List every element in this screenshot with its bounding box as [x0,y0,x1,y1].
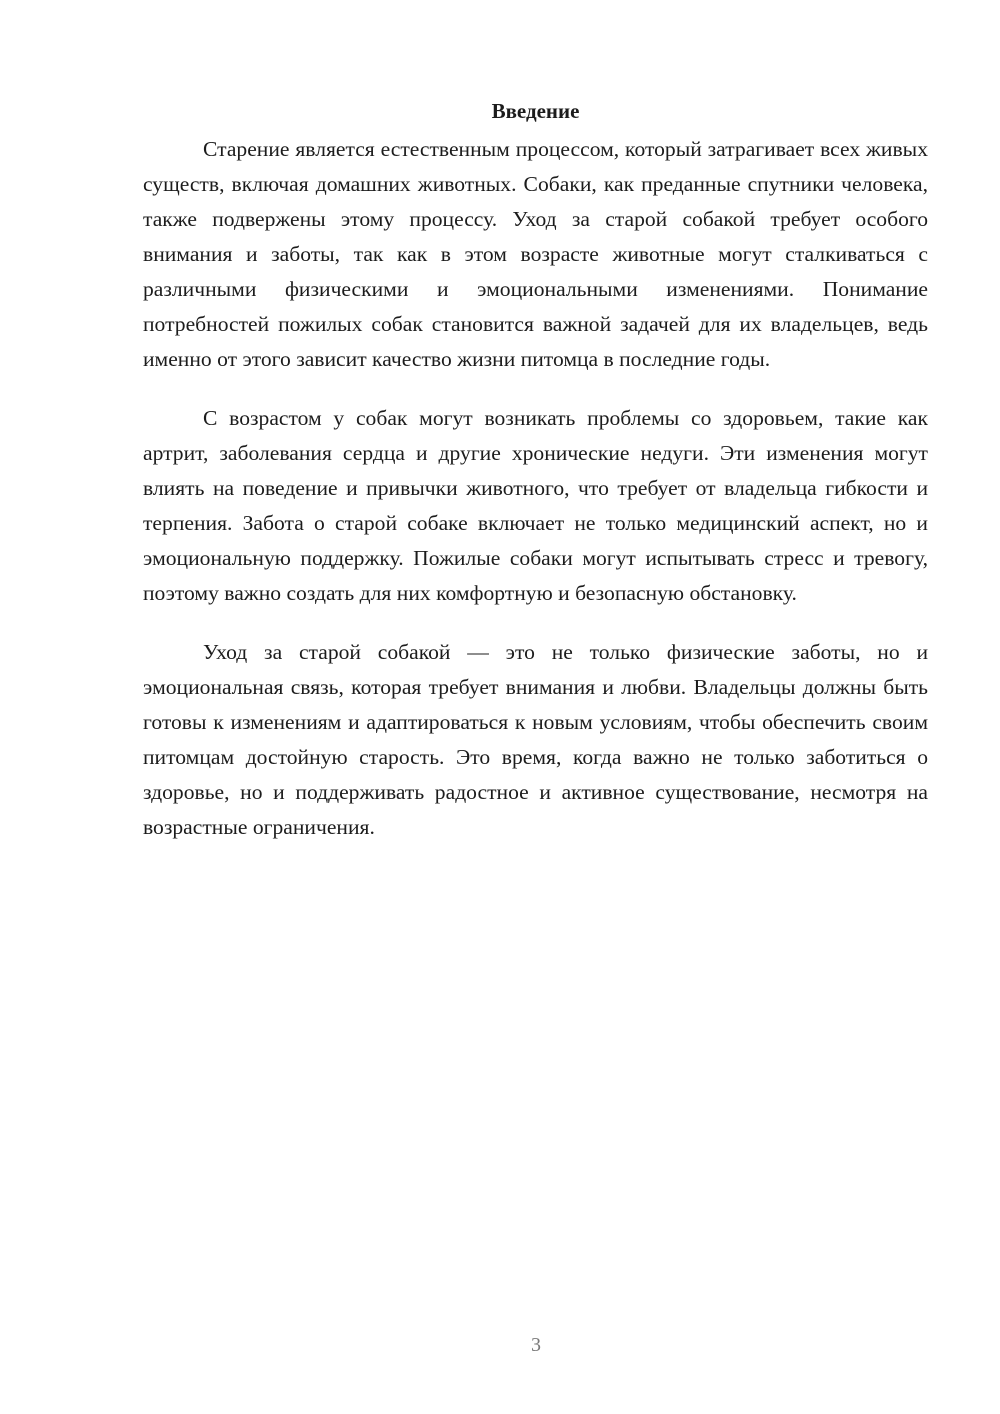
paragraph-3: Уход за старой собакой — это не только физические заботы, но и эмоциональная связь, которая требует внимания и любви. Владельцы должны быть готовы к изменениям и адаптироваться к новым условиям, чтобы обеспечить своим питомцам достойную старость. Это время, когда важно не только заботиться о здоровье, но и поддерживать радостное и активное существование, несмотря на возрастные ограничения. [143,640,928,839]
page-number: 3 [531,1334,541,1356]
page-content [143,96,928,869]
section-title: Введение [491,99,580,123]
paragraph-1: Старение является естественным процессом, который затрагивает всех живых существ, включая домашних животных. Собаки, как преданные спутники человека, также подвержены этому процессу. Уход за старой собакой требует особого внимания и заботы, так как в этом возрасте животные могут сталкиваться с различными физическими и эмоциональными изменениями. Понимание потребностей пожилых собак становится важной задачей для их владельцев, ведь именно от этого зависит качество жизни питомца в последние годы. [143,137,928,371]
paragraph-2: С возрастом у собак могут возникать проблемы со здоровьем, такие как артрит, заболевания сердца и другие хронические недуги. Эти изменения могут влиять на поведение и привычки животного, что требует от владельца гибкости и терпения. Забота о старой собаке включает не только медицинский аспект, но и эмоциональную поддержку. Пожилые собаки могут испытывать стресс и тревогу, поэтому важно создать для них комфортную и безопасную обстановку. [143,406,928,605]
